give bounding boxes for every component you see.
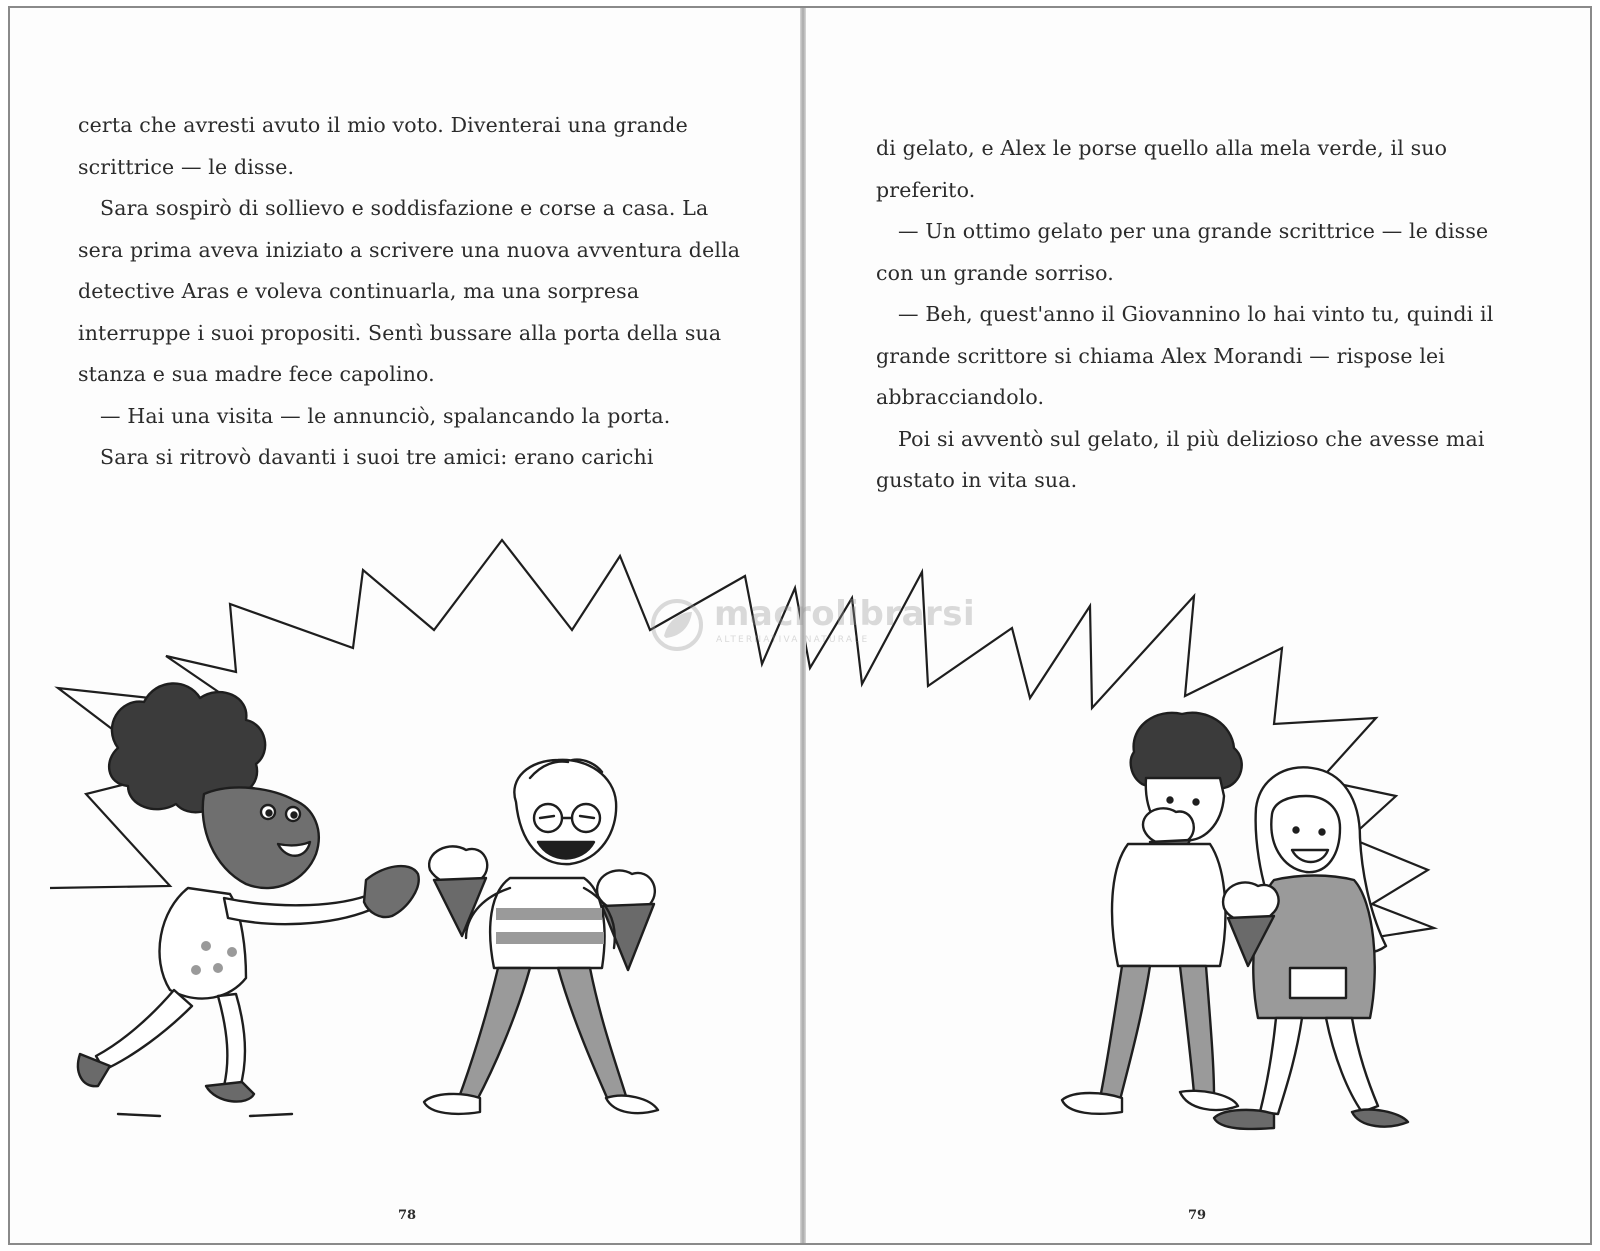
paragraph: Poi si avventò sul gelato, il più delizioso che avesse mai gustato in vita sua. <box>876 426 1485 492</box>
paragraph: Sara sospirò di sollievo e soddisfazione e corse a casa. La sera prima aveva iniziato a scrivere una nuova avventura della detective Aras e voleva continuarla, ma una sorpresa interruppe i suoi propositi. Sentì bussare alla porta della sua stanza e sua madre fece capolino. <box>78 196 741 386</box>
paragraph: — Hai una visita — le annunciò, spalancando la porta. <box>100 403 671 428</box>
left-page-text <box>78 105 758 479</box>
right-page-text <box>876 128 1526 502</box>
page-number: 79 <box>1188 1208 1207 1223</box>
page-number: 78 <box>398 1208 417 1223</box>
paragraph: Sara si ritrovò davanti i suoi tre amici: erano carichi <box>100 445 654 469</box>
paragraph: certa che avresti avuto il mio voto. Diventerai una grande scrittrice — le disse. <box>78 113 688 179</box>
book-spread <box>8 6 1592 1245</box>
watermark <box>650 590 976 660</box>
leaf-icon <box>650 598 704 652</box>
watermark-title: macrolibrarsi <box>714 594 976 634</box>
paragraph: — Un ottimo gelato per una grande scrittrice — le disse con un grande sorriso. <box>876 219 1489 285</box>
watermark-tagline: ALTERNATIVA NATURALE <box>716 635 870 645</box>
paragraph: — Beh, quest'anno il Giovannino lo hai vinto tu, quindi il grande scrittore si chiama Alex Morandi — rispose lei abbracciandolo. <box>876 302 1494 409</box>
paragraph: di gelato, e Alex le porse quello alla mela verde, il suo preferito. <box>876 136 1448 202</box>
